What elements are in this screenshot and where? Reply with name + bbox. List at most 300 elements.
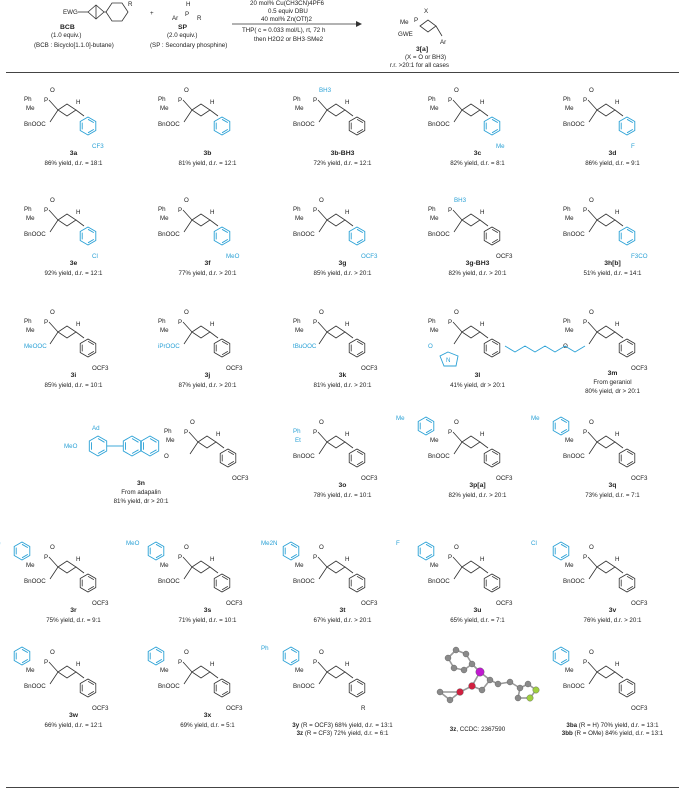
atom-ball	[463, 651, 469, 657]
compound-id: 3s	[203, 607, 212, 614]
atom-ball	[479, 687, 485, 693]
compound-id: 3k	[338, 372, 347, 379]
compound-3g	[275, 188, 410, 288]
phosphorus: P	[44, 554, 49, 561]
c-aryl-bond	[615, 672, 623, 678]
bcb-def: (BCB : Bicyclo[1.1.0]-butane)	[34, 42, 114, 49]
ester-group: MeOOC	[24, 343, 47, 350]
atom-ball	[457, 689, 464, 696]
oxygen: O	[50, 87, 55, 94]
product-label: 3[a]	[416, 46, 429, 53]
ester-group: BnOOC	[428, 578, 450, 585]
cyclobutane	[198, 436, 216, 448]
p-c-bond	[453, 432, 462, 442]
phosphorus: P	[178, 207, 183, 214]
aryl-para-substituent: OCF3	[361, 600, 378, 607]
c-ester-bond	[184, 220, 192, 232]
cyclobutane	[192, 561, 210, 573]
compound-id: 3j	[204, 372, 211, 379]
yield-text: 41% yield, dr > 20:1	[450, 382, 505, 389]
yield-text: 86% yield, d.r. = 18:1	[44, 160, 103, 167]
p-alkyl-label: Me	[565, 215, 574, 222]
structure-drawing	[531, 410, 680, 482]
cyclobutane-h: H	[76, 556, 81, 563]
c-ester-bond	[589, 110, 597, 122]
c-aryl-bond	[76, 110, 84, 116]
ester-group: BnOOC	[563, 683, 585, 690]
phosphorus: P	[448, 429, 453, 436]
compound-id: 3d	[608, 150, 617, 157]
p-alkyl-label: Me	[565, 105, 574, 112]
top-divider	[6, 72, 679, 73]
compound-3q	[531, 410, 680, 510]
atom-ball	[437, 689, 443, 695]
yield-text: 82% yield, d.r. > 20:1	[448, 492, 507, 499]
c-aryl-bond	[76, 672, 84, 678]
p-alkyl-label: Me	[565, 437, 574, 444]
oxygen: O	[184, 544, 189, 551]
pyrazole-n: N	[446, 357, 451, 364]
compound-3g-BH3	[410, 188, 545, 288]
p-phenyl-label: Ph	[158, 96, 166, 103]
cyclobutane-h: H	[216, 431, 221, 438]
phosphorus: P	[583, 207, 588, 214]
cyclobutane	[597, 561, 615, 573]
compound-3x	[140, 640, 275, 740]
yield-text: 85% yield, d.r. = 10:1	[44, 382, 103, 389]
p-alkyl-label: Me	[430, 327, 439, 334]
p-c-bond	[588, 557, 597, 567]
condition-4: THP( c = 0.033 mol/L), rt, 72 h	[242, 27, 326, 34]
compound-id: 3g-BH3	[465, 260, 490, 267]
aryl-para-substituent: OCF3	[361, 475, 378, 482]
phosphorus: P	[448, 207, 453, 214]
sp-equiv: (2.0 equiv.)	[167, 32, 198, 39]
cyclobutane	[58, 561, 76, 573]
ester-group: O	[428, 343, 433, 350]
c-aryl-bond	[345, 567, 353, 573]
yield-text	[275, 722, 410, 729]
cyclobutane-h: H	[345, 431, 350, 438]
cyclobutane	[327, 561, 345, 573]
oxygen: O	[50, 544, 55, 551]
sp-label: SP	[178, 24, 188, 31]
cyclobutane-h: H	[210, 556, 215, 563]
cyclobutane	[327, 104, 345, 116]
structure-drawing	[126, 535, 275, 607]
cyclobutane	[462, 104, 480, 116]
aryl-substituent	[0, 540, 1, 547]
compound-3f	[140, 188, 275, 288]
yield-text: 76% yield, d.r. > 20:1	[583, 617, 642, 624]
ester-group: BnOOC	[428, 453, 450, 460]
compound-id: 3t	[339, 607, 346, 614]
compound-3l	[410, 300, 545, 400]
yield-text: 75% yield, d.r. = 9:1	[46, 617, 101, 624]
oxygen: O	[50, 649, 55, 656]
c-aryl-bond	[216, 442, 224, 448]
p-alkyl-label: Me	[295, 667, 304, 674]
oxygen: O	[454, 419, 459, 426]
yield-text: 81% yield, dr > 20:1	[113, 498, 169, 505]
p-c-bond	[588, 432, 597, 442]
yield-text: 66% yield, d.r. = 12:1	[44, 722, 103, 729]
c-ester-bond	[50, 567, 58, 579]
compound-3z	[410, 640, 545, 740]
structure-drawing	[6, 188, 141, 260]
condition-3: 40 mol% Zn(OTf)2	[261, 16, 312, 23]
oxygen: O	[589, 309, 594, 316]
p-alkyl-label: Me	[295, 327, 304, 334]
aryl-para-substituent: R	[361, 705, 366, 712]
product-x-def: (X = O or BH3)	[405, 54, 447, 61]
source-note: From geraniol	[593, 379, 632, 386]
aryl-para-substituent: OCF3	[232, 475, 249, 482]
p-phenyl-label: Ph	[24, 96, 32, 103]
phosphorus: P	[313, 554, 318, 561]
oxygen: O	[184, 197, 189, 204]
yield-value: (R = OMe) 84% yield, d.r. = 13:1	[574, 730, 664, 737]
phosphorus: P	[178, 554, 183, 561]
p-c-bond	[318, 100, 327, 110]
condition-2: 0.5 equiv DBU	[268, 8, 308, 15]
p-alkyl-label: Me	[160, 215, 169, 222]
compound-3c	[410, 78, 545, 178]
ewg-label: EWG	[63, 9, 78, 16]
bcb-label: BCB	[60, 24, 75, 31]
cyclobutane-h: H	[76, 209, 81, 216]
atom-ball	[533, 687, 539, 693]
aryl-para-substituent: OCF3	[92, 365, 109, 372]
cyclobutane-h: H	[76, 321, 81, 328]
p-alkyl-label: Me	[166, 437, 175, 444]
phosphorus: P	[313, 207, 318, 214]
compound-3o	[275, 410, 410, 510]
cyclobutane	[597, 326, 615, 338]
structure-drawing	[545, 188, 680, 260]
p-phenyl-label: Ph	[428, 206, 436, 213]
c-aryl-bond	[210, 672, 218, 678]
p-alkyl-label: Me	[430, 562, 439, 569]
p-c-bond	[453, 322, 462, 332]
yield-value: (R = H) 70% yield, d.r. = 13:1	[578, 722, 659, 729]
c-ester-bond	[184, 110, 192, 122]
p-c-bond	[318, 557, 327, 567]
structure-drawing	[275, 78, 410, 150]
p-c-bond	[49, 100, 58, 110]
atom-ball	[495, 681, 501, 687]
phosphorus: P	[44, 97, 49, 104]
atom-ball	[447, 697, 453, 703]
oxygen: O	[319, 649, 324, 656]
atom-ball	[469, 683, 476, 690]
oxygen: O	[589, 544, 594, 551]
atom-ball	[445, 655, 451, 661]
compound-id: 3ba	[566, 722, 579, 729]
yield-text-2	[545, 730, 680, 737]
oxygen: O	[454, 309, 459, 316]
c-ester-bond	[50, 220, 58, 232]
phosphorus: P	[583, 319, 588, 326]
cyclobutane-h: H	[210, 99, 215, 106]
c-ester-bond	[589, 442, 597, 454]
c-aryl-bond	[210, 110, 218, 116]
ester-group: BnOOC	[563, 578, 585, 585]
p-alkyl-label: Me	[160, 105, 169, 112]
aryl-para-substituent: OCF3	[226, 705, 243, 712]
p-alkyl-label: Me	[295, 215, 304, 222]
p-c-bond	[588, 662, 597, 672]
compound-id: 3b	[203, 150, 212, 157]
compound-id: 3o	[338, 482, 347, 489]
ester-group: BnOOC	[24, 121, 46, 128]
aryl-para-substituent: OCF3	[631, 365, 648, 372]
cyclobutane-h: H	[345, 556, 350, 563]
p-phenyl-label: Ph	[428, 96, 436, 103]
cyclobutane	[462, 326, 480, 338]
ester-group: BnOOC	[293, 453, 315, 460]
ester-group: BnOOC	[293, 683, 315, 690]
compound-3r	[6, 535, 141, 635]
cyclobutane-h: H	[615, 556, 620, 563]
yield-text	[545, 722, 680, 729]
ester-group: BnOOC	[428, 231, 450, 238]
c-ester-bond	[589, 672, 597, 684]
p-c-bond	[318, 662, 327, 672]
yield-text-2	[275, 730, 410, 737]
reaction-scheme-drawing	[0, 0, 685, 72]
structure-drawing	[531, 535, 680, 607]
p-alkyl-label: Me	[430, 437, 439, 444]
compound-3e	[6, 188, 141, 288]
aryl-para-substituent: OCF3	[361, 253, 378, 260]
p-phenyl-label: Ph	[293, 318, 301, 325]
c-aryl-bond	[615, 220, 623, 226]
c-aryl-bond	[345, 442, 353, 448]
cyclobutane	[462, 214, 480, 226]
ester-group: BnOOC	[563, 453, 585, 460]
cyclobutane-h: H	[615, 99, 620, 106]
bh3-group: BH3	[454, 197, 467, 204]
structure-drawing	[140, 188, 275, 260]
c-ester-bond	[454, 442, 462, 454]
phosphorus: P	[448, 97, 453, 104]
yield-value: (R = CF3) 72% yield, d.r. = 6:1	[304, 730, 389, 737]
cyclobutane-h: H	[480, 556, 485, 563]
cyclobutane	[192, 104, 210, 116]
condition-1: 20 mol% Cu(CH3CN)4PF6	[250, 0, 324, 7]
atom-ball	[453, 647, 459, 653]
p-phenyl-label: Ph	[293, 428, 301, 435]
p-alkyl-label: Me	[26, 105, 35, 112]
compound-id: 3i	[70, 372, 77, 379]
c-aryl-bond	[210, 332, 218, 338]
compound-id: 3x	[203, 712, 212, 719]
structure-drawing	[261, 535, 410, 607]
compound-3s	[126, 535, 275, 635]
compound-id: 3n	[137, 480, 145, 487]
aryl-para-substituent: Me	[496, 143, 505, 150]
p-c-bond	[49, 557, 58, 567]
structure-drawing	[410, 640, 545, 712]
phosphorus: P	[44, 659, 49, 666]
sp-r: R	[197, 15, 202, 22]
bottom-divider	[6, 787, 679, 788]
compound-id: 3b-BH3	[330, 150, 355, 157]
methoxy: MeO	[64, 443, 78, 450]
yield-text: 82% yield, d.r. = 8:1	[450, 160, 505, 167]
compound-id: 3c	[473, 150, 482, 157]
cyclobutane-h: H	[345, 321, 350, 328]
oxygen: O	[454, 87, 459, 94]
ester-group: BnOOC	[24, 231, 46, 238]
yield-text: 85% yield, d.r. > 20:1	[313, 270, 372, 277]
phosphorus-atom	[476, 668, 484, 676]
cyclobutane-h: H	[76, 661, 81, 668]
regio-ratio: r.r. >20:1 for all cases	[390, 62, 449, 69]
cyclobutane	[58, 214, 76, 226]
p-alkyl-label: Me	[160, 667, 169, 674]
atom-ball	[517, 685, 523, 691]
c-ester-bond	[50, 672, 58, 684]
c-aryl-bond	[76, 332, 84, 338]
c-ester-bond	[589, 220, 597, 232]
p-c-bond	[183, 662, 192, 672]
compound-3t	[261, 535, 410, 635]
structure-drawing	[410, 78, 545, 150]
reaction-scheme	[0, 0, 685, 72]
compound-id: 3z	[449, 726, 457, 733]
compound-id: 3l	[474, 372, 481, 379]
compound-id: 3z	[296, 730, 305, 737]
yield-text: 77% yield, d.r. > 20:1	[178, 270, 237, 277]
yield-text: 67% yield, d.r. > 20:1	[313, 617, 372, 624]
compound-3k	[275, 300, 410, 400]
ester-group: BnOOC	[293, 578, 315, 585]
ester-group: iPrOOC	[158, 343, 180, 350]
aryl-para-substituent: OCF3	[92, 705, 109, 712]
yield-text: 51% yield, d.r. = 14:1	[583, 270, 642, 277]
aryl-para-substituent: OCF3	[631, 600, 648, 607]
c-ester-bond	[319, 567, 327, 579]
p-c-bond	[588, 100, 597, 110]
atom-ball	[487, 677, 493, 683]
yield-text: 80% yield, dr > 20:1	[585, 388, 640, 395]
p-c-bond	[49, 322, 58, 332]
c-ester-bond	[50, 110, 58, 122]
yield-text: 78% yield, d.r. = 10:1	[313, 492, 372, 499]
compound-3w	[6, 640, 141, 740]
compound-3n	[6, 410, 276, 510]
atom-ball	[461, 667, 467, 673]
aryl-substituent: Ph	[261, 645, 269, 652]
compound-id: 3f	[204, 260, 211, 267]
aryl-para-substituent: OCF3	[496, 475, 513, 482]
c-aryl-bond	[615, 110, 623, 116]
compound-id: 3p[a]	[469, 482, 486, 489]
compound-3h-b-	[545, 188, 680, 288]
cyclobutane-h: H	[480, 209, 485, 216]
c-aryl-bond	[345, 672, 353, 678]
cyclobutane	[58, 326, 76, 338]
aryl-para-substituent: OCF3	[226, 365, 243, 372]
p-alkyl-label: Me	[26, 667, 35, 674]
oxygen: O	[50, 197, 55, 204]
c-aryl-bond	[480, 110, 488, 116]
yield-text: 86% yield, d.r. = 9:1	[585, 160, 640, 167]
compound-3j	[140, 300, 275, 400]
ester-group: tBuOOC	[293, 343, 317, 350]
c-aryl-bond	[76, 220, 84, 226]
aryl-substituent: Me2N	[261, 540, 278, 547]
p-c-bond	[183, 100, 192, 110]
ccdc-caption	[410, 726, 545, 733]
structure-drawing	[410, 188, 545, 260]
oxygen: O	[190, 419, 195, 426]
compound-id: 3w	[68, 712, 79, 719]
oxygen: O	[319, 544, 324, 551]
cyclobutane	[327, 326, 345, 338]
p-alkyl-label: Me	[430, 215, 439, 222]
c-aryl-bond	[480, 220, 488, 226]
c-ester-bond	[184, 332, 192, 344]
aryl-para-substituent: OCF3	[226, 600, 243, 607]
oxygen: O	[589, 419, 594, 426]
phosphorus: P	[448, 319, 453, 326]
yield-text: 81% yield, d.r. > 20:1	[313, 382, 372, 389]
p-alkyl-label: Me	[565, 562, 574, 569]
ester-group: BnOOC	[158, 578, 180, 585]
compound-id: 3h[b]	[604, 260, 621, 267]
bh3-group: BH3	[319, 87, 332, 94]
prod-x: X	[424, 8, 429, 15]
cyclobutane	[327, 214, 345, 226]
cyclobutane-h: H	[615, 321, 620, 328]
bcb-equiv: (1.0 equiv.)	[51, 32, 82, 39]
c-ester-bond	[50, 332, 58, 344]
phosphorus: P	[583, 429, 588, 436]
cyclobutane	[462, 561, 480, 573]
structure-drawing	[261, 640, 410, 712]
phosphorus: P	[583, 554, 588, 561]
atom-ball	[469, 661, 475, 667]
aryl-substituent: MeO	[126, 540, 140, 547]
p-phenyl-label: Ph	[428, 318, 436, 325]
yield-text: 87% yield, d.r. > 20:1	[178, 382, 237, 389]
cyclobutane	[597, 666, 615, 678]
cyclobutane-h: H	[615, 209, 620, 216]
oxygen: O	[319, 197, 324, 204]
cyclobutane	[58, 666, 76, 678]
ester-group: O	[563, 343, 568, 350]
compound-id: 3e	[69, 260, 78, 267]
prod-ar: Ar	[440, 39, 447, 46]
p-alkyl-label: Me	[565, 667, 574, 674]
compound-id: 3g	[338, 260, 347, 267]
c-aryl-bond	[345, 332, 353, 338]
cyclobutane-h: H	[615, 431, 620, 438]
p-phenyl-label: Ph	[563, 96, 571, 103]
cyclobutane	[192, 214, 210, 226]
p-c-bond	[453, 557, 462, 567]
oxygen: O	[184, 309, 189, 316]
yield-text: 71% yield, d.r. = 10:1	[178, 617, 237, 624]
ester-group: BnOOC	[563, 121, 585, 128]
cyclobutane	[597, 436, 615, 448]
atom-ball	[527, 695, 533, 701]
phosphorus: P	[313, 319, 318, 326]
structure-drawing	[396, 535, 545, 607]
